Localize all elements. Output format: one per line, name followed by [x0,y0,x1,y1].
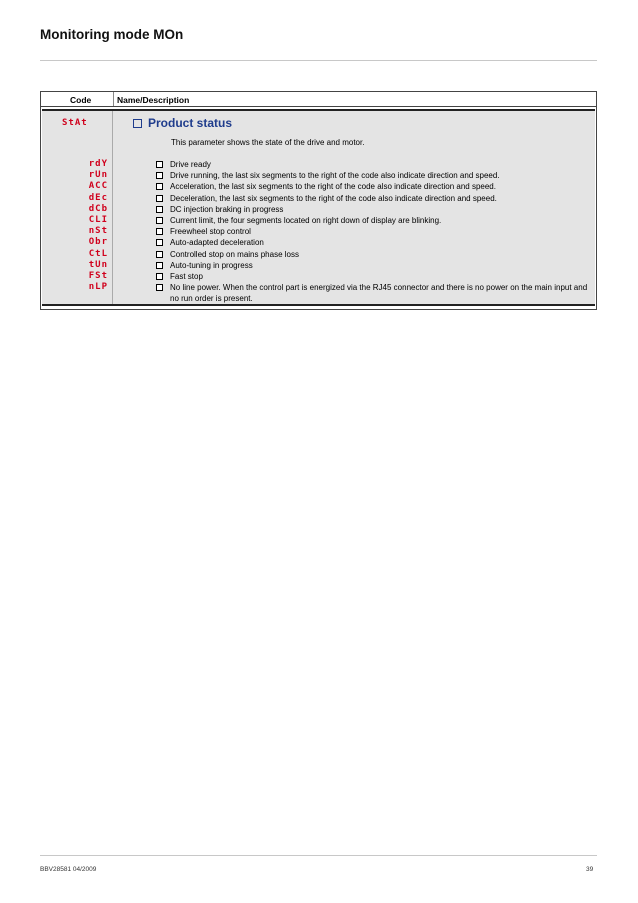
parameter-description: This parameter shows the state of the drive and motor. [171,138,365,147]
list-item [156,159,592,170]
value-code: FSt [88,270,108,281]
top-divider [40,60,597,61]
list-item [156,249,592,260]
checkbox-bullet-icon [156,273,163,280]
list-item [156,271,592,282]
list-item [156,226,592,237]
value-code: Obr [88,237,108,248]
checkbox-bullet-icon [156,217,163,224]
value-description: Auto-tuning in progress [170,260,253,270]
list-item [156,170,592,181]
value-code: dCb [88,203,108,214]
list-item [156,237,592,248]
value-descriptions-list [156,159,592,305]
checkbox-bullet-icon [156,161,163,168]
bottom-divider [40,855,597,856]
page-number: 39 [586,866,594,873]
square-bullet-icon [133,119,142,128]
value-description: Drive ready [170,160,211,169]
list-item [156,260,592,271]
checkbox-bullet-icon [156,239,163,246]
value-description: Current limit, the four segments located on right down of display are blinking. [170,216,442,226]
checkbox-bullet-icon [156,251,163,258]
table-row-product-status [42,109,595,306]
table-header [41,92,596,107]
value-description: Drive running, the last six segments to the right of the code also indicate direction and speed. [170,171,500,181]
parameter-title [133,116,232,130]
value-code: nSt [88,226,108,237]
value-code: rUn [88,170,108,181]
list-item [156,282,592,304]
column-header-name: Name/Description [117,95,190,105]
value-code: tUn [88,259,108,270]
value-code: nLP [88,282,108,293]
value-description: Deceleration, the last six segments to the right of the code also indicate direction and speed. [170,193,497,203]
parameter-table [40,91,597,310]
value-code: CLI [88,214,108,225]
list-item [156,215,592,226]
value-code: CtL [88,248,108,259]
list-item [156,181,592,192]
page-title: Monitoring mode MOn [40,27,184,42]
document-reference: BBV28581 04/2009 [40,866,97,873]
checkbox-bullet-icon [156,172,163,179]
column-header-code: Code [70,95,92,105]
list-item [156,193,592,204]
checkbox-bullet-icon [156,195,163,202]
checkbox-bullet-icon [156,183,163,190]
value-description: Fast stop [170,272,203,282]
column-separator [112,111,113,304]
value-description: Acceleration, the last six segments to the right of the code also indicate direction and speed. [170,182,496,192]
value-code: rdY [88,159,108,169]
value-description: Auto-adapted deceleration [170,238,264,248]
value-description: No line power. When the control part is energized via the RJ45 connector and there is no power on the main input and no run order is present. [170,283,588,304]
list-item [156,204,592,215]
header-separator [113,92,114,106]
value-description: DC injection braking in progress [170,204,284,214]
checkbox-bullet-icon [156,206,163,213]
value-code: ACC [88,181,108,192]
parameter-code: StAt [62,118,88,128]
value-code: dEc [88,192,108,203]
parameter-title-text: Product status [148,116,233,130]
checkbox-bullet-icon [156,262,163,269]
checkbox-bullet-icon [156,228,163,235]
value-description: Controlled stop on mains phase loss [170,249,299,259]
checkbox-bullet-icon [156,284,163,291]
value-codes-list [42,159,111,293]
value-description: Freewheel stop control [170,227,251,237]
